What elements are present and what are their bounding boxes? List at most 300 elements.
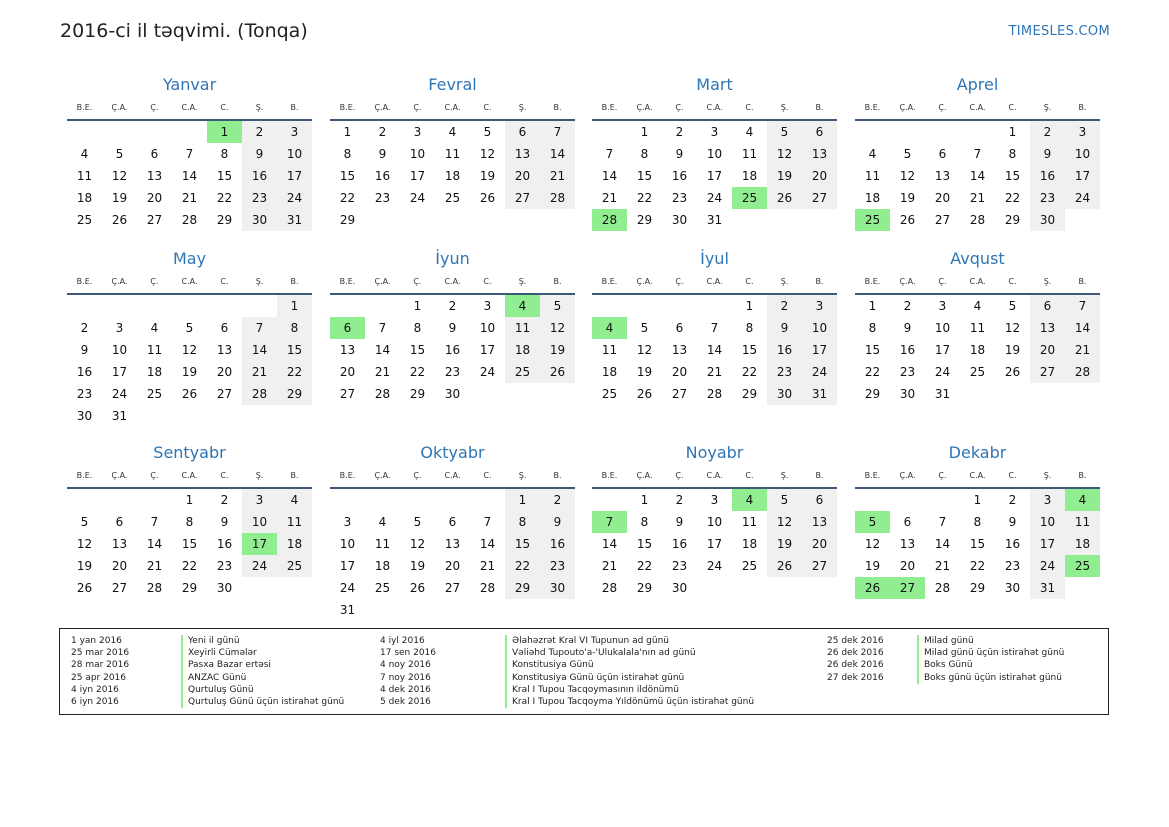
day-cell: 27 [802, 187, 837, 209]
day-cell: 1 [640, 125, 649, 139]
legend-row [380, 684, 754, 696]
day-cell: 18 [374, 559, 391, 573]
day-cell: 15 [277, 339, 312, 361]
day-grid [330, 489, 575, 621]
month-6 [592, 247, 837, 405]
day-cell: 22 [636, 559, 653, 573]
month-name: May [172, 249, 207, 268]
empty-cell [697, 295, 732, 317]
day-cell: 17 [277, 165, 312, 187]
day-cell: 19 [409, 559, 426, 573]
day-cell: 9 [80, 343, 89, 357]
weekday-header [855, 97, 1100, 121]
day-cell: 15 [216, 169, 233, 183]
day-cell: 8 [220, 147, 229, 161]
day-cell: 16 [374, 169, 391, 183]
weekday-label: B.E. [864, 103, 881, 112]
empty-cell [855, 489, 890, 511]
day-cell: 26 [409, 581, 426, 595]
day-cell: 18 [444, 169, 461, 183]
weekday-label: C.A. [444, 471, 461, 480]
day-cell: 22 [409, 365, 426, 379]
legend-date: 7 noy 2016 [380, 672, 431, 683]
day-cell: 8 [413, 321, 422, 335]
day-cell: 14 [479, 537, 496, 551]
day-cell: 8 [973, 515, 982, 529]
holiday-day: 26 [855, 577, 890, 599]
day-cell: 3 [802, 295, 837, 317]
weekday-label: Ş. [518, 277, 527, 286]
day-cell: 10 [706, 515, 723, 529]
day-cell: 24 [277, 187, 312, 209]
holiday-day: 25 [1065, 555, 1100, 577]
weekday-label: Ç. [938, 103, 947, 112]
day-cell: 14 [1065, 317, 1100, 339]
day-cell: 11 [76, 169, 93, 183]
day-cell: 31 [934, 387, 951, 401]
day-cell: 15 [505, 533, 540, 555]
empty-cell [592, 121, 627, 143]
day-cell: 15 [864, 343, 881, 357]
holiday-day: 4 [505, 295, 540, 317]
day-cell: 21 [374, 365, 391, 379]
day-cell: 19 [111, 191, 128, 205]
day-cell: 18 [1065, 533, 1100, 555]
day-cell: 17 [706, 169, 723, 183]
day-cell: 8 [640, 147, 649, 161]
day-cell: 23 [671, 559, 688, 573]
weekday-header [592, 271, 837, 295]
holiday-day: 17 [242, 533, 277, 555]
month-name: Fevral [428, 75, 477, 94]
weekday-label: B.E. [339, 471, 356, 480]
day-cell: 6 [802, 489, 837, 511]
day-cell: 20 [802, 165, 837, 187]
day-cell: 26 [767, 555, 802, 577]
day-cell: 8 [343, 147, 352, 161]
holiday-day: 28 [592, 209, 627, 231]
day-cell: 26 [899, 213, 916, 227]
day-cell: 13 [671, 343, 688, 357]
day-cell: 4 [448, 125, 457, 139]
weekday-label: B. [290, 471, 299, 480]
weekday-header [67, 465, 312, 489]
day-cell: 28 [1065, 361, 1100, 383]
holiday-day: 7 [592, 511, 627, 533]
day-cell: 7 [483, 515, 492, 529]
day-cell: 24 [339, 581, 356, 595]
month-3 [855, 73, 1100, 231]
day-cell: 10 [409, 147, 426, 161]
day-cell: 20 [934, 191, 951, 205]
day-cell: 17 [409, 169, 426, 183]
day-cell: 12 [409, 537, 426, 551]
day-cell: 28 [479, 581, 496, 595]
legend-date: 4 dek 2016 [380, 684, 431, 695]
legend-holiday-name: ANZAC Günü [181, 672, 246, 684]
weekday-label: C. [483, 277, 492, 286]
day-cell: 24 [1065, 187, 1100, 209]
empty-cell [365, 295, 400, 317]
day-cell: 27 [111, 581, 128, 595]
day-cell: 7 [540, 121, 575, 143]
day-cell: 31 [706, 213, 723, 227]
day-cell: 3 [413, 125, 422, 139]
day-cell: 20 [146, 191, 163, 205]
day-cell: 19 [181, 365, 198, 379]
day-cell: 18 [76, 191, 93, 205]
weekday-label: Ç.A. [899, 103, 916, 112]
legend-date: 4 iyl 2016 [380, 636, 425, 646]
day-cell: 4 [378, 515, 387, 529]
weekday-label: Ç. [938, 277, 947, 286]
weekday-label: Ç.A. [899, 471, 916, 480]
day-cell: 2 [767, 295, 802, 317]
day-cell: 23 [1004, 559, 1021, 573]
month-9 [330, 441, 575, 621]
day-cell: 13 [802, 511, 837, 533]
legend-row [827, 672, 1064, 684]
day-cell: 21 [601, 559, 618, 573]
day-cell: 26 [181, 387, 198, 401]
weekday-label: Ç.A. [111, 277, 128, 286]
day-cell: 19 [479, 169, 496, 183]
weekday-label: Ş. [518, 471, 527, 480]
day-cell: 1 [505, 489, 540, 511]
day-cell: 29 [741, 387, 758, 401]
empty-cell [925, 489, 960, 511]
day-cell: 3 [115, 321, 124, 335]
day-cell: 16 [76, 365, 93, 379]
empty-cell [172, 295, 207, 317]
day-cell: 20 [899, 559, 916, 573]
weekday-label: B. [290, 103, 299, 112]
day-cell: 21 [934, 559, 951, 573]
day-cell: 25 [601, 387, 618, 401]
day-cell: 3 [710, 125, 719, 139]
day-cell: 5 [903, 147, 912, 161]
weekday-label: Ç.A. [111, 471, 128, 480]
day-cell: 21 [1065, 339, 1100, 361]
day-cell: 5 [413, 515, 422, 529]
day-cell: 16 [899, 343, 916, 357]
weekday-label: Ç.A. [374, 103, 391, 112]
month-name: Noyabr [685, 443, 744, 462]
day-cell: 9 [378, 147, 387, 161]
legend-holiday-name: Kral I Tupou Tacqoyma Yıldönümü üçün istirahət günü [505, 696, 754, 708]
day-cell: 21 [601, 191, 618, 205]
day-cell: 3 [343, 515, 352, 529]
day-cell: 12 [767, 511, 802, 533]
empty-cell [330, 295, 365, 317]
weekday-label: Ş. [780, 103, 789, 112]
weekday-label: B. [1078, 471, 1087, 480]
day-cell: 1 [343, 125, 352, 139]
legend-row [71, 647, 344, 659]
empty-cell [102, 121, 137, 143]
day-cell: 15 [339, 169, 356, 183]
day-cell: 23 [767, 361, 802, 383]
weekday-label: Ş. [518, 103, 527, 112]
day-cell: 4 [745, 125, 754, 139]
day-cell: 25 [444, 191, 461, 205]
day-cell: 12 [1004, 321, 1021, 335]
day-cell: 19 [864, 559, 881, 573]
day-cell: 19 [636, 365, 653, 379]
day-cell: 19 [767, 165, 802, 187]
weekday-header [592, 97, 837, 121]
legend-date: 1 yan 2016 [71, 636, 122, 646]
day-cell: 1 [973, 493, 982, 507]
legend-row [71, 684, 344, 696]
day-cell: 13 [216, 343, 233, 357]
day-grid [592, 121, 837, 231]
empty-cell [137, 295, 172, 317]
weekday-label: B.E. [864, 471, 881, 480]
day-cell: 30 [242, 209, 277, 231]
day-cell: 19 [767, 533, 802, 555]
day-cell: 30 [671, 213, 688, 227]
legend-row [380, 672, 754, 684]
day-cell: 28 [146, 581, 163, 595]
day-cell: 3 [277, 121, 312, 143]
day-cell: 29 [636, 581, 653, 595]
weekday-header [855, 271, 1100, 295]
day-cell: 9 [220, 515, 229, 529]
day-cell: 7 [938, 515, 947, 529]
empty-cell [960, 121, 995, 143]
day-cell: 5 [640, 321, 649, 335]
day-cell: 8 [868, 321, 877, 335]
month-4 [67, 247, 312, 427]
day-cell: 16 [1030, 165, 1065, 187]
day-cell: 14 [969, 169, 986, 183]
day-cell: 31 [802, 383, 837, 405]
weekday-label: B.E. [601, 471, 618, 480]
day-cell: 4 [150, 321, 159, 335]
weekday-label: C. [220, 277, 229, 286]
day-cell: 28 [242, 383, 277, 405]
day-cell: 27 [802, 555, 837, 577]
day-cell: 14 [146, 537, 163, 551]
day-cell: 12 [479, 147, 496, 161]
empty-cell [592, 295, 627, 317]
day-cell: 18 [864, 191, 881, 205]
legend-holiday-name: Kral I Tupou Tacqoymasının ildönümü [505, 684, 679, 696]
day-cell: 10 [242, 511, 277, 533]
day-cell: 8 [505, 511, 540, 533]
weekday-label: Ç.A. [111, 103, 128, 112]
day-cell: 13 [505, 143, 540, 165]
day-cell: 12 [767, 143, 802, 165]
day-cell: 20 [444, 559, 461, 573]
day-cell: 19 [1004, 343, 1021, 357]
day-grid [855, 295, 1100, 405]
day-cell: 22 [864, 365, 881, 379]
day-cell: 9 [242, 143, 277, 165]
day-cell: 21 [242, 361, 277, 383]
holiday-day: 4 [732, 489, 767, 511]
weekday-label: Ç. [150, 471, 159, 480]
day-cell: 15 [181, 537, 198, 551]
day-cell: 19 [76, 559, 93, 573]
weekday-label: C. [220, 103, 229, 112]
day-cell: 31 [1030, 577, 1065, 599]
day-cell: 9 [675, 147, 684, 161]
empty-cell [67, 295, 102, 317]
day-cell: 17 [1065, 165, 1100, 187]
legend-row [380, 659, 754, 671]
weekday-label: C.A. [181, 103, 198, 112]
weekday-label: Ç. [413, 471, 422, 480]
brand-link[interactable]: TIMESLES.COM [1008, 24, 1110, 39]
legend-date: 25 dek 2016 [827, 636, 884, 646]
day-grid [67, 295, 312, 427]
empty-cell [102, 295, 137, 317]
day-cell: 2 [378, 125, 387, 139]
day-cell: 11 [444, 147, 461, 161]
weekday-label: Ş. [1043, 277, 1052, 286]
weekday-label: Ş. [1043, 103, 1052, 112]
legend-row [71, 696, 344, 708]
weekday-label: C.A. [969, 471, 986, 480]
day-cell: 26 [767, 187, 802, 209]
day-cell: 23 [216, 559, 233, 573]
day-cell: 18 [505, 339, 540, 361]
day-cell: 5 [767, 489, 802, 511]
day-cell: 28 [374, 387, 391, 401]
weekday-header [330, 97, 575, 121]
day-cell: 23 [671, 191, 688, 205]
day-cell: 30 [216, 581, 233, 595]
day-cell: 2 [540, 489, 575, 511]
day-cell: 9 [767, 317, 802, 339]
weekday-label: C. [1008, 277, 1017, 286]
legend-date: 26 dek 2016 [827, 648, 884, 659]
weekday-label: B. [553, 103, 562, 112]
empty-cell [592, 489, 627, 511]
empty-cell [207, 295, 242, 317]
weekday-label: Ş. [255, 103, 264, 112]
day-cell: 13 [1030, 317, 1065, 339]
holiday-day: 4 [592, 317, 627, 339]
day-cell: 23 [444, 365, 461, 379]
day-cell: 30 [1030, 209, 1065, 231]
legend-holiday-name: Əlahəzrət Kral VI Tupunun ad günü [505, 635, 669, 647]
month-7 [855, 247, 1100, 405]
day-cell: 16 [216, 537, 233, 551]
day-cell: 29 [181, 581, 198, 595]
day-cell: 25 [969, 365, 986, 379]
day-cell: 24 [934, 365, 951, 379]
day-cell: 28 [601, 581, 618, 595]
day-cell: 17 [802, 339, 837, 361]
weekday-label: B. [815, 103, 824, 112]
month-8 [67, 441, 312, 599]
legend-column-3 [827, 635, 1064, 684]
weekday-label: B. [553, 277, 562, 286]
day-cell: 17 [1030, 533, 1065, 555]
legend-row [827, 659, 1064, 671]
day-cell: 30 [76, 409, 93, 423]
day-cell: 16 [767, 339, 802, 361]
day-cell: 18 [969, 343, 986, 357]
day-cell: 9 [540, 511, 575, 533]
legend-date: 25 mar 2016 [71, 648, 130, 659]
weekday-label: B.E. [76, 471, 93, 480]
day-cell: 22 [636, 191, 653, 205]
weekday-label: C. [483, 103, 492, 112]
day-cell: 21 [706, 365, 723, 379]
weekday-label: Ç.A. [374, 277, 391, 286]
day-cell: 7 [378, 321, 387, 335]
day-cell: 2 [675, 493, 684, 507]
day-cell: 5 [540, 295, 575, 317]
weekday-label: B. [1078, 103, 1087, 112]
day-cell: 3 [483, 299, 492, 313]
day-cell: 22 [216, 191, 233, 205]
day-cell: 6 [220, 321, 229, 335]
legend-holiday-name: Pasxa Bazar ertəsi [181, 659, 271, 671]
day-cell: 2 [1030, 121, 1065, 143]
day-cell: 22 [969, 559, 986, 573]
page-title: 2016-ci il təqvimi. (Tonqa) [60, 20, 308, 42]
day-cell: 8 [1008, 147, 1017, 161]
day-cell: 11 [601, 343, 618, 357]
day-cell: 6 [1030, 295, 1065, 317]
day-cell: 26 [540, 361, 575, 383]
weekday-label: B. [1078, 277, 1087, 286]
day-cell: 18 [601, 365, 618, 379]
legend-date: 27 dek 2016 [827, 672, 884, 683]
weekday-label: C.A. [969, 103, 986, 112]
day-cell: 27 [444, 581, 461, 595]
day-cell: 5 [80, 515, 89, 529]
day-cell: 16 [671, 537, 688, 551]
day-grid [855, 121, 1100, 231]
weekday-header [592, 465, 837, 489]
day-cell: 20 [1030, 339, 1065, 361]
legend-date: 26 dek 2016 [827, 660, 884, 671]
day-cell: 29 [277, 383, 312, 405]
day-cell: 17 [111, 365, 128, 379]
day-cell: 24 [242, 555, 277, 577]
legend-holiday-name: Vəliəhd Tupouto'a-'Ulukalala'nın ad günü [505, 647, 696, 659]
day-grid [330, 295, 575, 405]
legend-holiday-name: Milad günü [917, 635, 974, 647]
weekday-label: C. [220, 471, 229, 480]
day-cell: 7 [185, 147, 194, 161]
day-cell: 2 [220, 493, 229, 507]
day-cell: 31 [111, 409, 128, 423]
weekday-label: Ş. [780, 471, 789, 480]
day-cell: 10 [479, 321, 496, 335]
weekday-label: B.E. [601, 103, 618, 112]
month-0 [67, 73, 312, 231]
legend-holiday-name: Milad günü üçün istirahət günü [917, 647, 1064, 659]
day-cell: 7 [150, 515, 159, 529]
day-grid [592, 295, 837, 405]
day-cell: 2 [903, 299, 912, 313]
day-cell: 23 [374, 191, 391, 205]
day-cell: 1 [413, 299, 422, 313]
weekday-label: C.A. [706, 277, 723, 286]
legend-column-2 [380, 635, 754, 708]
day-cell: 15 [1004, 169, 1021, 183]
month-11 [855, 441, 1100, 599]
day-cell: 1 [745, 299, 754, 313]
month-name: İyul [700, 249, 729, 268]
